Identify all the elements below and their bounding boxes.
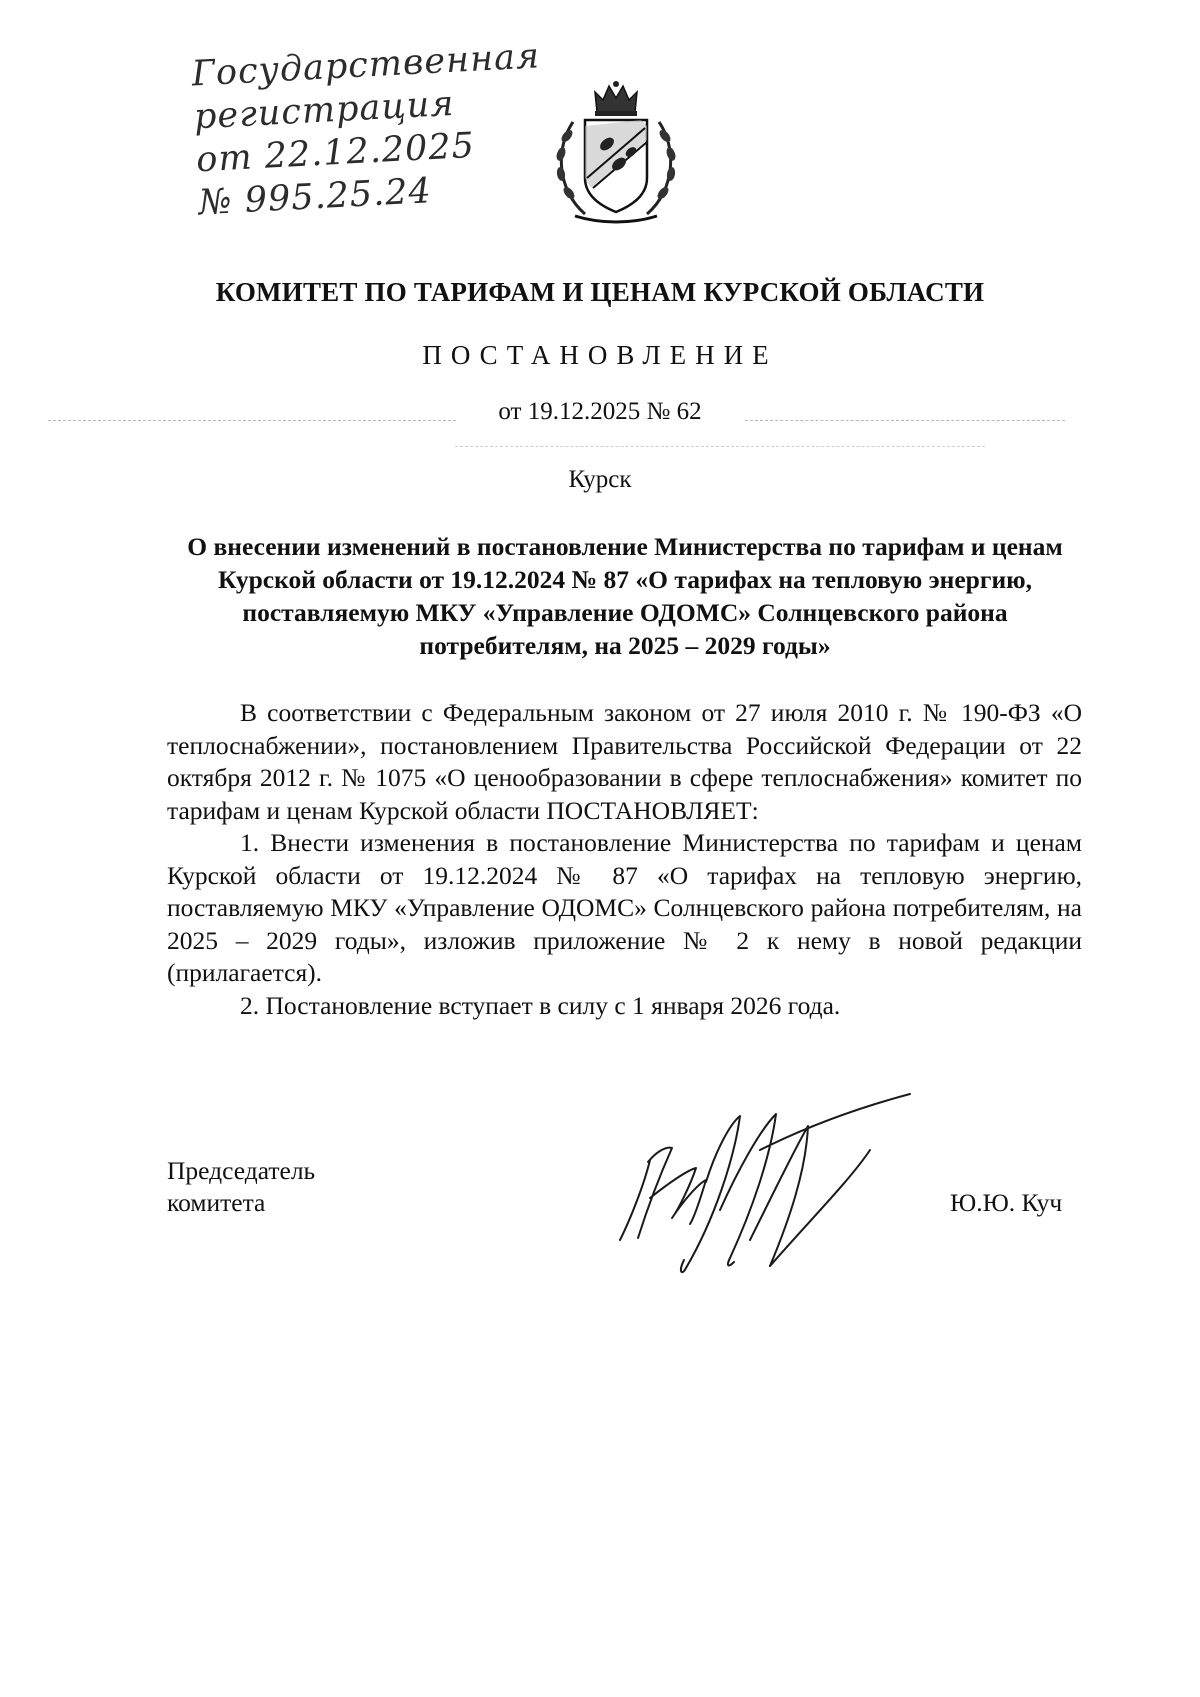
signatory-position bbox=[167, 1155, 315, 1219]
document-type: ПОСТАНОВЛЕНИЕ bbox=[422, 340, 778, 370]
registration-handwritten-note bbox=[191, 35, 560, 226]
document-date-number: от 19.12.2025 № 62 bbox=[498, 398, 702, 425]
registration-note-line-3: от 22.12.2025 bbox=[195, 125, 476, 181]
handwritten-signature bbox=[610, 1090, 930, 1290]
preamble-paragraph: В соответствии с Федеральным законом от 27 июля 2010 г. № 190-ФЗ «О теплоснабжении», постановлением Правительства Российской Федерации от 22 октября 2012 г. № 1075 «О ценообразовании в сфере теплоснабжения» комитет по тарифам и ценам Курской области ПОСТАНОВЛЯЕТ: bbox=[167, 698, 1082, 825]
signatory-position-line-2: комитета bbox=[167, 1188, 266, 1217]
scan-artifact-line-right bbox=[745, 420, 1065, 421]
registration-note-line-4: № 995.25.24 bbox=[197, 171, 433, 224]
registration-note-line-2: регистрация bbox=[193, 83, 456, 138]
signatory-position-line-1: Председатель bbox=[167, 1156, 316, 1185]
resolution-item-2: 2. Постановление вступает в силу с 1 января 2026 года. bbox=[240, 990, 841, 1020]
document-body bbox=[167, 697, 1082, 1022]
scan-artifact-line-under bbox=[455, 446, 985, 447]
document-title: О внесении изменений в постановление Министерства по тарифам и ценам Курской области от 19.12.2024 № 87 «О тарифах на тепловую энергию, поставляемую МКУ «Управление ОДОМС» Солнцевского района потребителям, на 2025 – 2029 годы» bbox=[187, 532, 1063, 660]
document-city: Курск bbox=[568, 466, 632, 493]
coat-of-arms-icon bbox=[545, 78, 687, 226]
organization-name: КОМИТЕТ ПО ТАРИФАМ И ЦЕНАМ КУРСКОЙ ОБЛАСТИ bbox=[215, 277, 985, 307]
signatory-name: Ю.Ю. Куч bbox=[950, 1188, 1063, 1217]
registration-note-line-1: Государственная bbox=[190, 36, 542, 95]
resolution-item-1: 1. Внести изменения в постановление Министерства по тарифам и ценам Курской области от 19.12.2024 № 87 «О тарифах на тепловую энергию, поставляемую МКУ «Управление ОДОМС» Солнцевского района потребителям, на 2025 – 2029 годы», изложив приложение № 2 к нему в новой редакции (прилагается). bbox=[167, 828, 1082, 987]
